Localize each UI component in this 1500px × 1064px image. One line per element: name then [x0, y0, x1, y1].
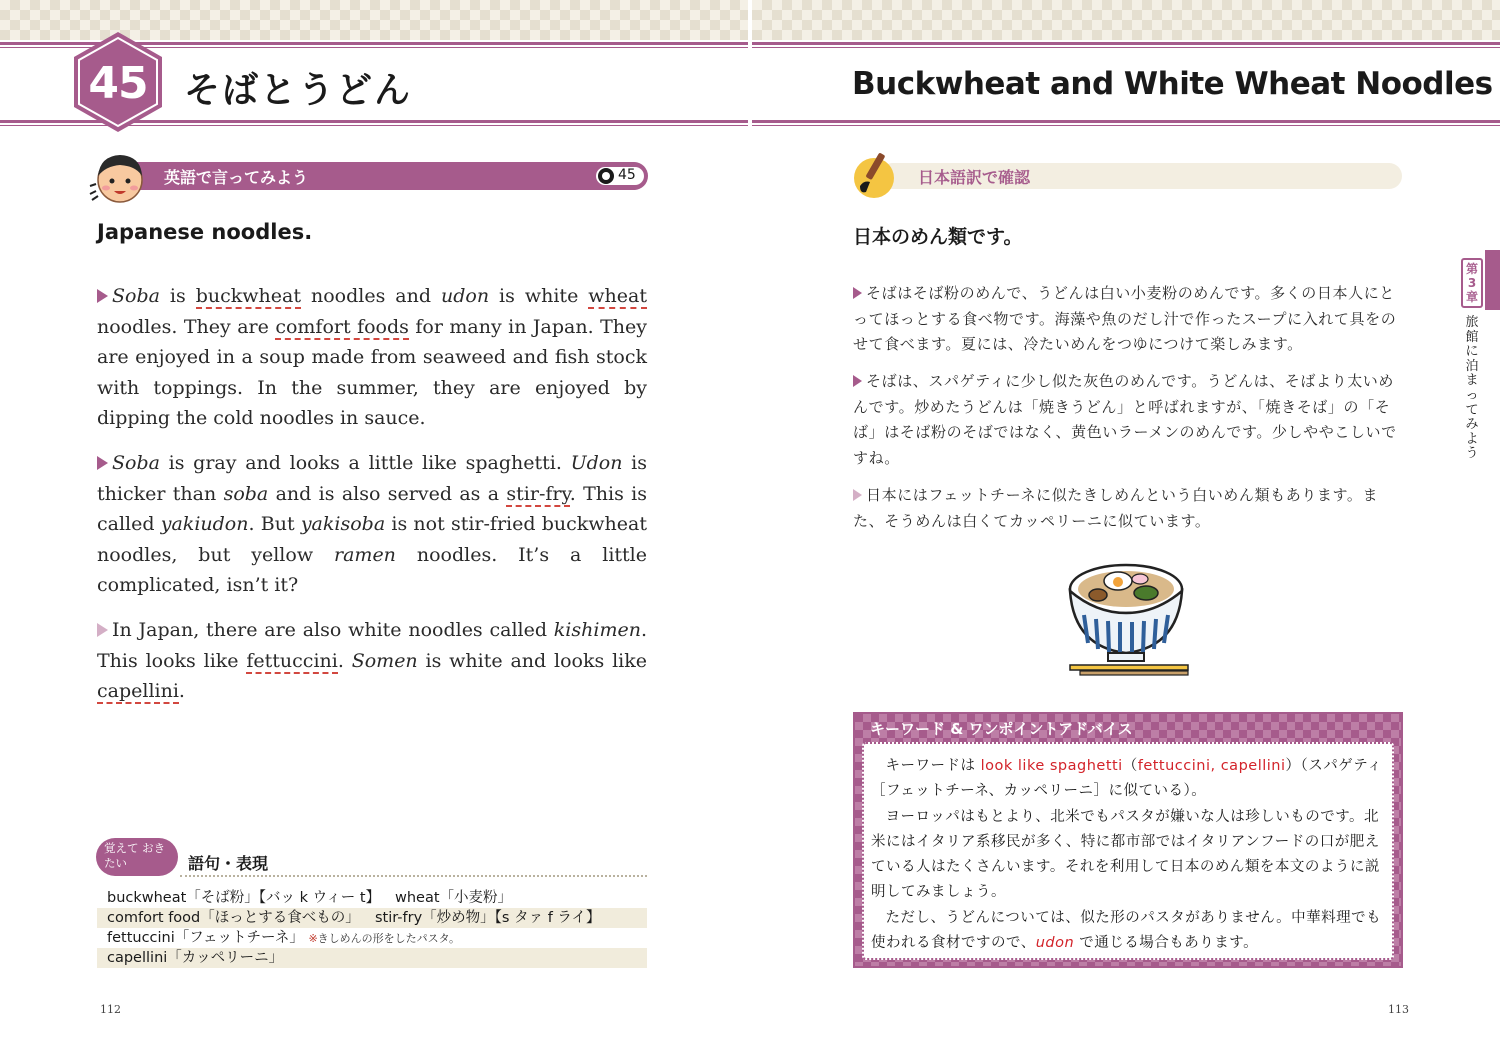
lesson-number-badge — [72, 30, 164, 134]
keyword-paragraph-2: ヨーロッパはもとより、北米でもパスタが嫌いな人は珍しいものです。北米にはイタリア系移民が多く、特に都市部ではイタリアンフードの口が肥えている人はたくさんいます。それを利用して日本のめん類を本文のように説明してみましょう。 — [871, 808, 1380, 901]
vocab-entry: wheat「小麦粉」 — [395, 890, 513, 906]
paragraph-marker-icon — [853, 287, 862, 299]
text: ）（スパゲティ［フェットチーネ、カッペリーニ］に似ている）。 — [871, 758, 1383, 800]
text: and is also served as a — [268, 482, 507, 505]
keyword-highlight: udon — [1035, 935, 1075, 952]
keyword-highlight: look like spaghetti — [980, 758, 1123, 774]
term-somen: Somen — [351, 649, 418, 672]
text: で通じる場合もあります。 — [1074, 935, 1259, 952]
vocab-buckwheat: buckwheat — [195, 285, 301, 307]
term-udon: Udon — [570, 452, 623, 474]
term-udon: udon — [441, 285, 490, 307]
keyword-highlight: fettuccini, capellini — [1137, 758, 1286, 774]
vocab-row — [97, 928, 647, 948]
paragraph-marker-icon — [97, 623, 108, 637]
page-number-left: 112 — [100, 1003, 121, 1016]
chapter-tab-stripe — [1485, 250, 1500, 310]
vocab-entry: fettuccini「フェットチーネ」 — [107, 930, 304, 946]
vocab-entry: stir-fry「炒め物」【s タァ f ライ】 — [375, 910, 601, 926]
right-header-rule-bottom-thin — [752, 125, 1500, 126]
lesson-number: 45 — [88, 58, 148, 109]
paragraph-marker-icon — [853, 489, 862, 501]
paragraph-marker-icon — [97, 456, 108, 470]
boy-face-icon — [86, 148, 152, 206]
text: . But — [248, 513, 301, 535]
right-section-label: 日本語訳で確認 — [918, 168, 1031, 187]
text: is not stir-fried buckwheat noodles, but yellow — [97, 513, 647, 566]
text: . — [178, 680, 185, 702]
right-checker-band — [752, 0, 1500, 40]
vocab-entry: capellini「カッペリーニ」 — [107, 950, 284, 966]
text: noodles and — [301, 285, 441, 307]
note-text: きしめんの形をしたパスタ。 — [317, 932, 460, 945]
vocab-stir-fry: stir-fry — [506, 482, 570, 505]
right-header-rule-top — [752, 42, 1500, 45]
term-yakisoba: yakisoba — [300, 513, 386, 535]
chapter-tab-label: 第3章 — [1465, 262, 1478, 304]
text: noodles. They are — [97, 315, 276, 338]
vocab-divider — [180, 875, 647, 877]
keyword-paragraph-1 — [871, 754, 1389, 805]
english-paragraph-1 — [97, 281, 647, 434]
text: is white — [489, 285, 589, 307]
vocab-row — [97, 948, 647, 968]
japanese-paragraph-3 — [853, 483, 1405, 534]
japanese-paragraph-1 — [853, 281, 1405, 358]
english-paragraph-2 — [97, 448, 647, 601]
text: for many in Japan. They are enjoyed in a soup made from seaweed and fish stock with toppings. In the summer, they are enjoyed by dipping the cold noodles in sauce. — [97, 315, 647, 429]
term-soba: Soba — [112, 452, 160, 474]
term-soba: soba — [223, 482, 269, 505]
lead-sentence-en: Japanese noodles. — [97, 220, 313, 244]
lesson-title-en: Buckwheat and White Wheat Noodles — [852, 66, 1493, 102]
text: . — [337, 649, 352, 672]
vocab-entry: comfort food「ほっとする食べもの」 — [107, 910, 360, 926]
audio-track-number: 45 — [618, 167, 636, 183]
japanese-paragraph-2 — [853, 369, 1405, 471]
text: In Japan, there are also white noodles called — [112, 619, 554, 641]
vocab-row — [97, 888, 647, 908]
vocab-comfort-foods: comfort foods — [275, 315, 409, 338]
text: . This is called — [97, 482, 648, 535]
page-number-right: 113 — [1388, 1003, 1409, 1016]
note-mark: ※ — [308, 932, 318, 945]
vocab-wheat: wheat — [588, 285, 647, 307]
text: . This looks like — [97, 619, 647, 672]
paragraph-marker-icon — [97, 289, 108, 303]
text: is — [159, 285, 196, 307]
keyword-paragraph-3 — [871, 906, 1389, 957]
text: キーワードは — [885, 758, 981, 774]
paragraph-marker-icon — [853, 375, 862, 387]
text: 日本にはフェットチーネに似たきしめんという白いめん類もあります。また、そうめんは白くてカッペリーニに似ています。 — [853, 486, 1379, 530]
text: is gray and looks a little like spaghetti. — [159, 452, 571, 474]
text: そばはそば粉のめんで、うどんは白い小麦粉のめんです。多くの日本人にとってほっとする食べ物です。海藻や魚のだし汁で作ったスープに入れて具をのせて食べます。夏には、冷たいめんをつゆにつけて楽しみます。 — [853, 284, 1397, 353]
vocab-note — [308, 932, 460, 945]
term-yakiudon: yakiudon — [160, 513, 249, 535]
chapter-name: 旅館に泊まってみよう — [1465, 315, 1479, 462]
text: そばは、スパゲティに少し似た灰色のめんです。うどんは、そばより太いめんです。炒めたうどんは「焼きうどん」と呼ばれますが、「焼きそば」の「そば」はそば粉のそばではなく、黄色いラーメンのめんです。少しややこしいですね。 — [853, 372, 1397, 467]
left-section-label: 英語で言ってみよう — [164, 168, 309, 187]
text: is white and looks like — [417, 649, 647, 672]
right-header-rule-bottom — [752, 120, 1500, 123]
term-kishimen: kishimen — [553, 619, 641, 641]
term-soba: Soba — [112, 285, 160, 307]
keyword-advice-title: キーワード & ワンポイントアドバイス — [870, 720, 1133, 738]
keyword-advice-text — [871, 754, 1389, 956]
text: is thicker than — [97, 452, 647, 505]
term-ramen: ramen — [334, 543, 396, 566]
brush-icon — [850, 150, 900, 200]
text: noodles. It’s a little complicated, isn’t it? — [97, 543, 647, 596]
vocab-entry: buckwheat「そば粉」【バッ k ウィー t】 — [107, 890, 381, 906]
vocab-title: 語句・表現 — [188, 854, 269, 873]
text: （ — [1122, 758, 1138, 774]
vocab-row — [97, 908, 647, 928]
right-header-rule-top-thin — [752, 47, 1500, 48]
vocab-fettuccini: fettuccini — [246, 649, 338, 672]
vocab-bubble-label: 覚えて おきたい — [104, 841, 166, 870]
english-paragraph-3 — [97, 615, 647, 707]
text: ただし、うどんについては、似た形のパスタがありません。中華料理でも使われる食材ですので、 — [871, 909, 1382, 952]
lesson-title-jp: そばとうどん — [184, 70, 413, 111]
lead-sentence-jp: 日本のめん類です。 — [853, 226, 1023, 248]
vocab-capellini: capellini — [97, 680, 179, 702]
noodle-bowl-icon — [1060, 555, 1195, 685]
audio-icon[interactable] — [598, 168, 614, 184]
